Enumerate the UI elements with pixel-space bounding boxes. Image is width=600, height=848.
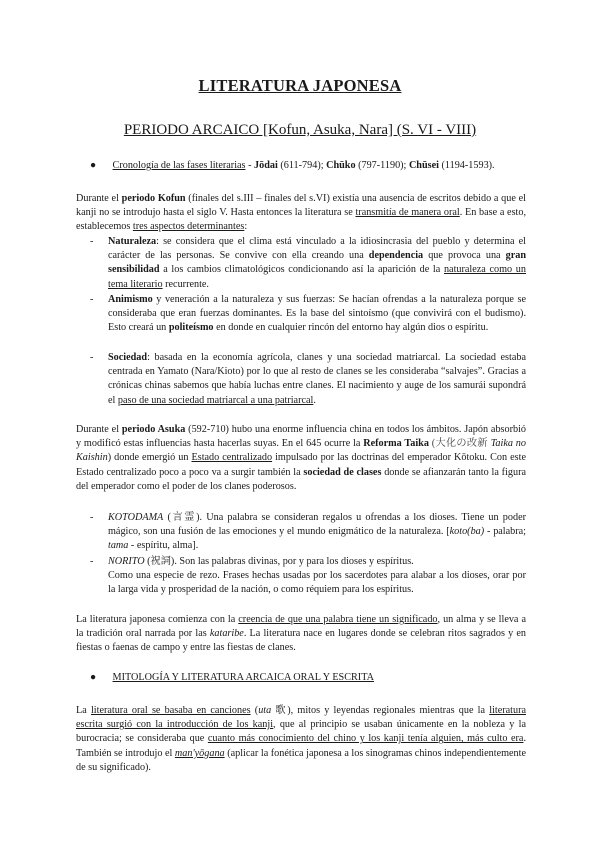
section-title-periodo-arcaico: PERIODO ARCAICO [Kofun, Asuka, Nara] (S. VI - VIII)	[123, 122, 477, 138]
list-item-naturaleza: - Naturaleza: se considera que el clima está vinculado a la idiosincrasia del pueblo y determina el carácter de las personas. Se convive con ella creando una dependencia que provoca una gran sensibilidad a los cambios climatológicos condicionando así la aparición de la naturaleza como un tema literario recurrente.	[90, 236, 526, 290]
paragraph-literature-origin: La literatura japonesa comienza con la creencia de que una palabra tiene un significado, un alma y se lleva a la tradición oral narrada por las kataribe. La literatura nace en lugares donde se celebran ritos sagrados y en fiestas o faenas de campo y entre las fiestas de clanes.	[76, 614, 526, 654]
page-title: LITERATURA JAPONESA	[198, 76, 402, 95]
list-item-animismo: - Animismo y veneración a la naturaleza y sus fuerzas: Se hacían ofrendas a la naturaleza porque se consideraba que eran fuerzas dominantes. Es la base del sintoísmo (que convivirá con el budismo). Esto creará un politeísmo en donde en cualquier rincón del entorno hay algún dios o espíritu.	[90, 294, 526, 334]
paragraph-asuka: Durante el periodo Asuka (592-710) hubo una enorme influencia china en todos los ámbitos. Japón absorbió y modificó estas influencias hasta hacerlas suyas. En el 645 ocurre la Reforma Taika (大化の改新 Taika no Kaishin) donde emergió un Estado centralizado impulsado por las doctrinas del emperador Kōtoku. Con este Estado centralizado poco a poco va a surgir también la sociedad de clases donde se afianzarán tanto la figura del emperador como el poder de los clanes poderosos.	[76, 424, 527, 492]
list-item-norito: - NORITO (祝詞). Son las palabras divinas, por y para los dioses y espíritus. Como una especie de rezo. Frases hechas usadas por los sacerdotes para alabar a los dioses, orar por la larga vida y prosperidad de la nación, o como réquiem para los espíritus.	[90, 556, 526, 596]
bullet-icon: ●	[90, 672, 97, 683]
list-item-sociedad: - Sociedad: basada en la economía agrícola, clanes y una sociedad matriarcal. La sociedad estaba centrada en Yamato (Nara/Kioto) por lo que al resto de clanes se les consideraba “salvajes”. Gracias a crónicas chinas sabemos que había luchas entre clanes. El nacimiento y auge de los samurái supondrá el paso de una sociedad matriarcal a una patriarcal.	[90, 352, 526, 406]
paragraph-kofun: Durante el periodo Kofun (finales del s.III – finales del s.VI) existía una ausencia de escritos debido a que el kanji no se introdujo hasta el siglo V. Hasta entonces la literatura se transmitía de manera oral. En base a esto, establecemos tres aspectos determinantes:	[76, 193, 527, 233]
chronology-bullet-item: ● Cronología de las fases literarias - Jōdai (611-794); Chūko (797-1190); Chūsei (1194-1593).	[90, 160, 495, 171]
paragraph-oral-literature: La literatura oral se basaba en canciones (uta 歌), mitos y leyendas regionales mientras que la literatura escrita surgió con la introducción de los kanji, que al principio se usaban únicamente en la nobleza y la burocracia; se consideraba que cuanto más conocimiento del chino y los kanji tenía alguien, más culto era. También se introdujo el man'yōgana (aplicar la fonética japonesa a los sinogramas chinos independientemente de su significado).	[76, 705, 526, 773]
section-bullet-mitologia: ● MITOLOGÍA Y LITERATURA ARCAICA ORAL Y ESCRITA	[90, 672, 374, 683]
list-item-kotodama: - KOTODAMA (言霊). Una palabra se consideran regalos u ofrendas a los dioses. Tiene un poder mágico, son una fusión de las emociones y el mundo enigmático de la naturaleza. [koto(ba) - palabra; tama - espíritu, alma].	[90, 512, 526, 552]
bullet-icon: ●	[90, 160, 97, 171]
